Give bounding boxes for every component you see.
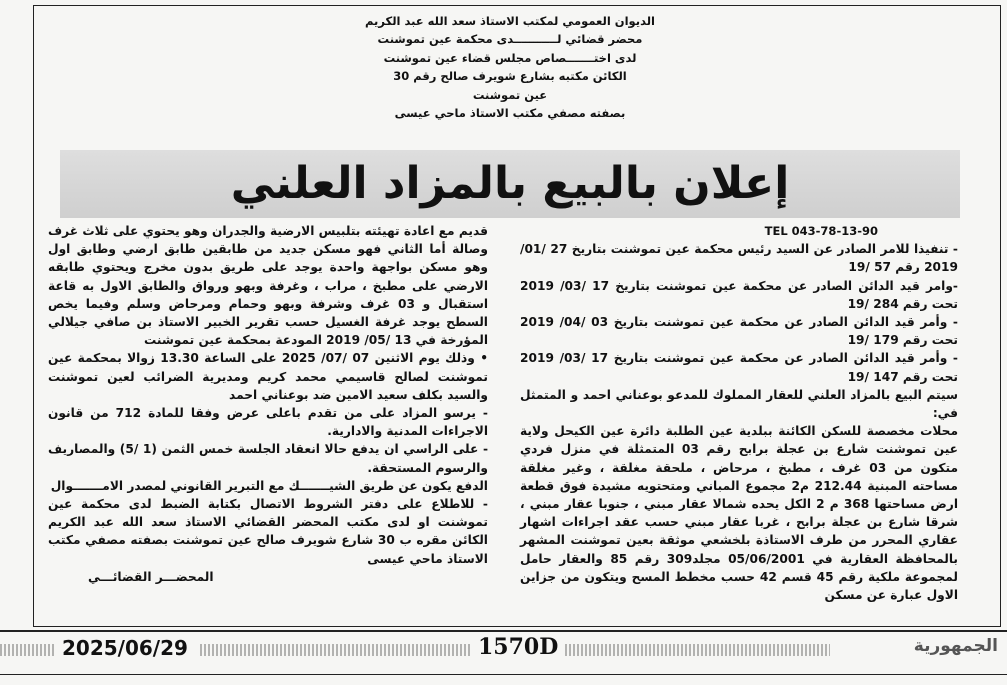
publication-date: 2025/06/29: [62, 636, 188, 660]
header-line: محضر قضائي لـــــــــــدى محكمة عين تموشنت: [377, 32, 643, 47]
footer-hatch: [200, 644, 470, 656]
header-line: الكائن مكتبه بشارع شويرف صالح رقم 30: [393, 69, 627, 84]
paragraph: -وامر قيد الدائن الصادر عن محكمة عين تموشنت بتاريخ 17 /03/ 2019 تحت رقم 284 /19: [520, 278, 958, 311]
notice-code: 1570D: [478, 634, 559, 660]
paragraph: - تنفيذا للامر الصادر عن السيد رئيس محكمة عين تموشنت بتاريخ 27 /01/ 2019 رقم 57 /19: [520, 242, 958, 275]
newspaper-logo: الجمهورية: [913, 636, 998, 656]
bottom-rule: [0, 674, 1007, 675]
notice-title: إعلان بالبيع بالمزاد العلني: [230, 158, 790, 209]
header-line: عين تموشنت: [472, 87, 548, 102]
right-column: [520, 222, 958, 604]
footer-hatch: [0, 644, 55, 656]
paragraph: - على الراسي ان يدفع حالا انعقاد الجلسة خمس الثمن (1 /5) والمصاريف والرسوم المستحقة.: [48, 442, 489, 475]
header-line: بصفته مصفي مكتب الاستاذ ماحي عيسى: [394, 106, 626, 121]
paragraph: الدفع يكون عن طريق الشيـــــــك مع التبرير القانوني لمصدر الامـــــــوال: [50, 478, 488, 493]
header-line: لدى اختـــــــصاص مجلس قضاء عين تموشنت: [383, 50, 637, 65]
paragraph: محلات مخصصة للسكن الكائنة ببلدية عين الطلبة دائرة عين الكيحل ولاية عين تموشنت شارع بن عجلة برابح رقم 03 المتمثلة في منزل فردي متكون من 03 غرف ، مطبخ ، مرحاض ، ملحقة مغلقة ، وغير مغلقة مساحته المبنية 212.44 م2 مجموع المباني ومتحتويه مشيدة فوق قطعة ارض مساحتها 368 م 2 الكل يحده شمالا عقار مبني ، جنوبا عقار مبني ، شرقا شارع بن عجلة برابح ، غربا عقار مبني حسب عقد اجراءات اشهار عقاري المحرر من طرف الاستاذة بلخشعي موثقة بعين تموشنت المشهر بالمحافظة العقارية في 05/06/2001 مجلد309 رقم 85 والعقار حامل لمجموعة ملكية رقم 45 قسم 42 حسب مخطط المسح ويتكون من جزاين الاول عبارة عن مسكن: [520, 424, 959, 603]
signature: المحضـــر القضائـــي: [88, 569, 214, 584]
paragraph: • وذلك يوم الاثنين 07 /07/ 2025 على الساعة 13.30 زوالا بمحكمة عين تموشنت لصالح قاسيمي محمد كريم ومديرية الضرائب لعين تموشنت والسيد بكلف سعيد الامين ضد بوعناني احمد: [48, 351, 488, 402]
paragraph: - وأمر قيد الدائن الصادر عن محكمة عين تموشنت بتاريخ 17 /03/ 2019 تحت رقم 147 /19: [520, 351, 958, 384]
paragraph: سيتم البيع بالمزاد العلني للعقار المملوك للمدعو بوعناني احمد و المتمثل في:: [520, 387, 958, 421]
header-line: الديوان العمومي لمكتب الاستاذ سعد الله عبد الكريم: [365, 14, 655, 28]
paragraph: - يرسو المزاد على من تقدم باعلى عرض وفقا للمادة 712 من قانون الاجراءات المدنية والادارية.: [48, 406, 488, 439]
left-column: [48, 222, 488, 586]
footer-hatch: [565, 644, 830, 656]
paragraph: - للاطلاع على دفتر الشروط الاتصال بكتابة الضبط لدى محكمة عين تموشنت او لدى مكتب المحضر القضائي الاستاذ سعد الله عبد الكريم الكائن مقره ب 30 شارع شويرف صالح عين تموشنت بصفته مصفي مكتب الاستاذ ماحي عيسى: [48, 497, 488, 566]
bailiff-header: [320, 12, 700, 122]
paragraph: قديم مع اعادة تهيئته بتلبيس الارضية والجدران وهو يحتوي على ثلاث غرف وصالة أما الثاني فهو مسكن جديد من طابقين طابق ارضي وطابق اول وهو مسكن بواجهة واحدة يوجد على طريق بدون مخرج ويحتوي طابقه الارضي على مطبخ ، مراب ، وغرفة وبهو ورواق والطابق الاول به قاعة استقبال و 03 غرف وشرفة وبهو وحمام ومرحاض وسلم وفيما يخص السطح يوجد غرفة الغسيل حسب تقرير الخبير الاستاذ بن صافي جيلالي المؤرخة في 13 /05/ 2019 المودعة بمحكمة عين تموشنت: [48, 224, 488, 348]
phone-number: TEL 043-78-13-90: [764, 224, 878, 238]
paragraph: - وأمر قيد الدائن الصادر عن محكمة عين تموشنت بتاريخ 03 /04/ 2019 تحت رقم 179 /19: [520, 315, 958, 348]
footer: [0, 632, 1007, 672]
